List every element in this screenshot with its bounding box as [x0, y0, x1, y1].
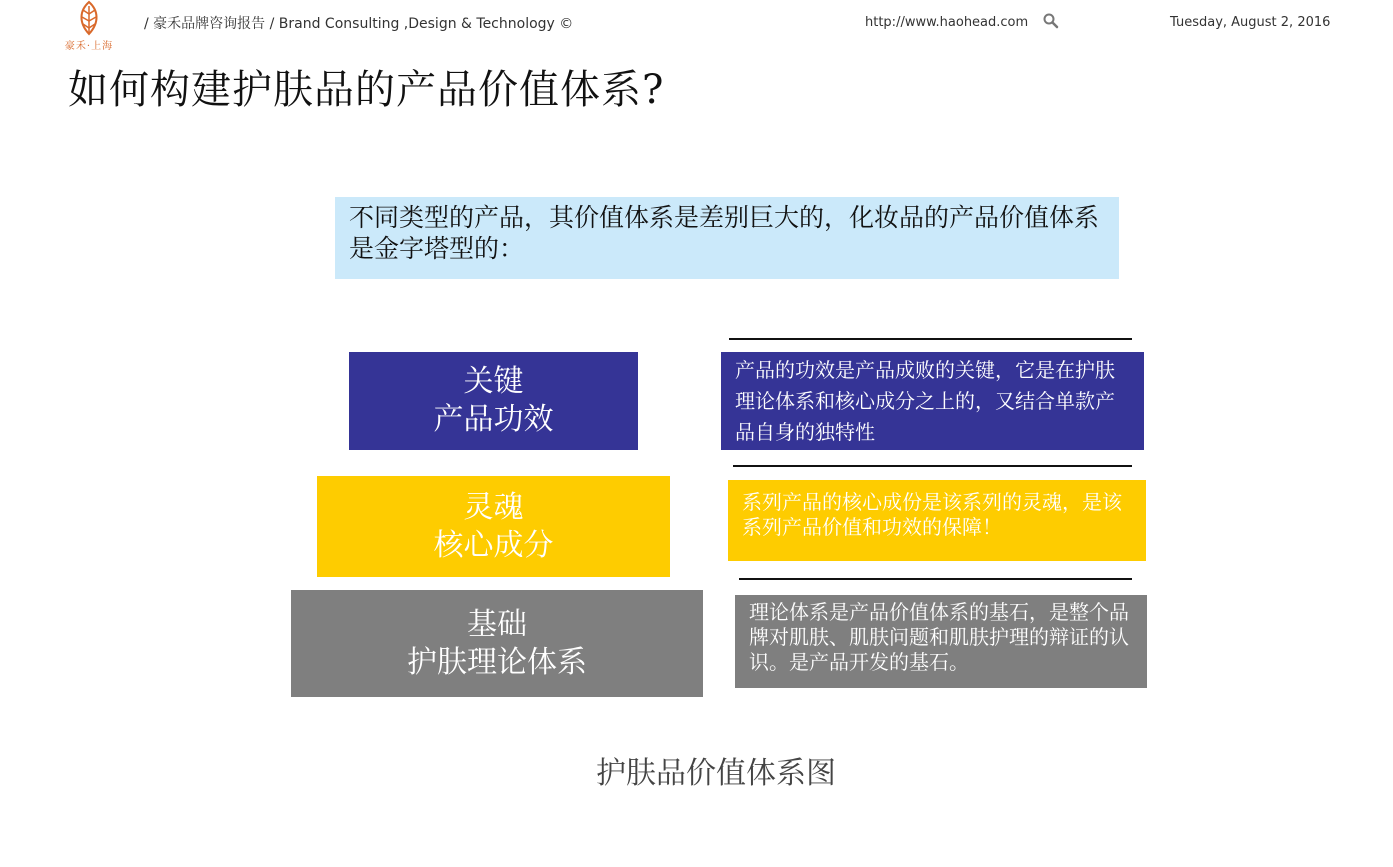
description-key-efficacy: 产品的功效是产品成败的关键，它是在护肤理论体系和核心成分之上的，又结合单款产品自身的独特性 [721, 352, 1144, 450]
website-link[interactable]: http://www.haohead.com [865, 15, 1029, 30]
report-breadcrumb: / 豪禾品牌咨询报告 / Brand Consulting ,Design & Technology © [144, 16, 574, 32]
search-icon[interactable] [1042, 12, 1060, 30]
diagram-caption: 护肤品价值体系图 [596, 756, 836, 791]
header-date: Tuesday, August 2, 2016 [1170, 15, 1331, 30]
divider-line [729, 338, 1132, 340]
logo-wordmark: 豪禾·上海 [64, 41, 114, 52]
pyramid-tier-core-ingredients: 灵魂 核心成分 [317, 476, 670, 577]
divider-line [733, 465, 1132, 467]
pyramid-tier-skincare-theory: 基础 护肤理论体系 [291, 590, 703, 697]
intro-text-box: 不同类型的产品，其价值体系是差别巨大的，化妆品的产品价值体系是金字塔型的： [335, 197, 1119, 279]
pyramid-tier-key-efficacy: 关键 产品功效 [349, 352, 638, 450]
page-title: 如何构建护肤品的产品价值体系? [68, 67, 665, 113]
divider-line [739, 578, 1132, 580]
description-skincare-theory: 理论体系是产品价值体系的基石，是整个品牌对肌肤、肌肤问题和肌肤护理的辩证的认识。是产品开发的基石。 [735, 595, 1147, 688]
description-core-ingredients: 系列产品的核心成份是该系列的灵魂，是该系列产品价值和功效的保障！ [728, 480, 1146, 561]
